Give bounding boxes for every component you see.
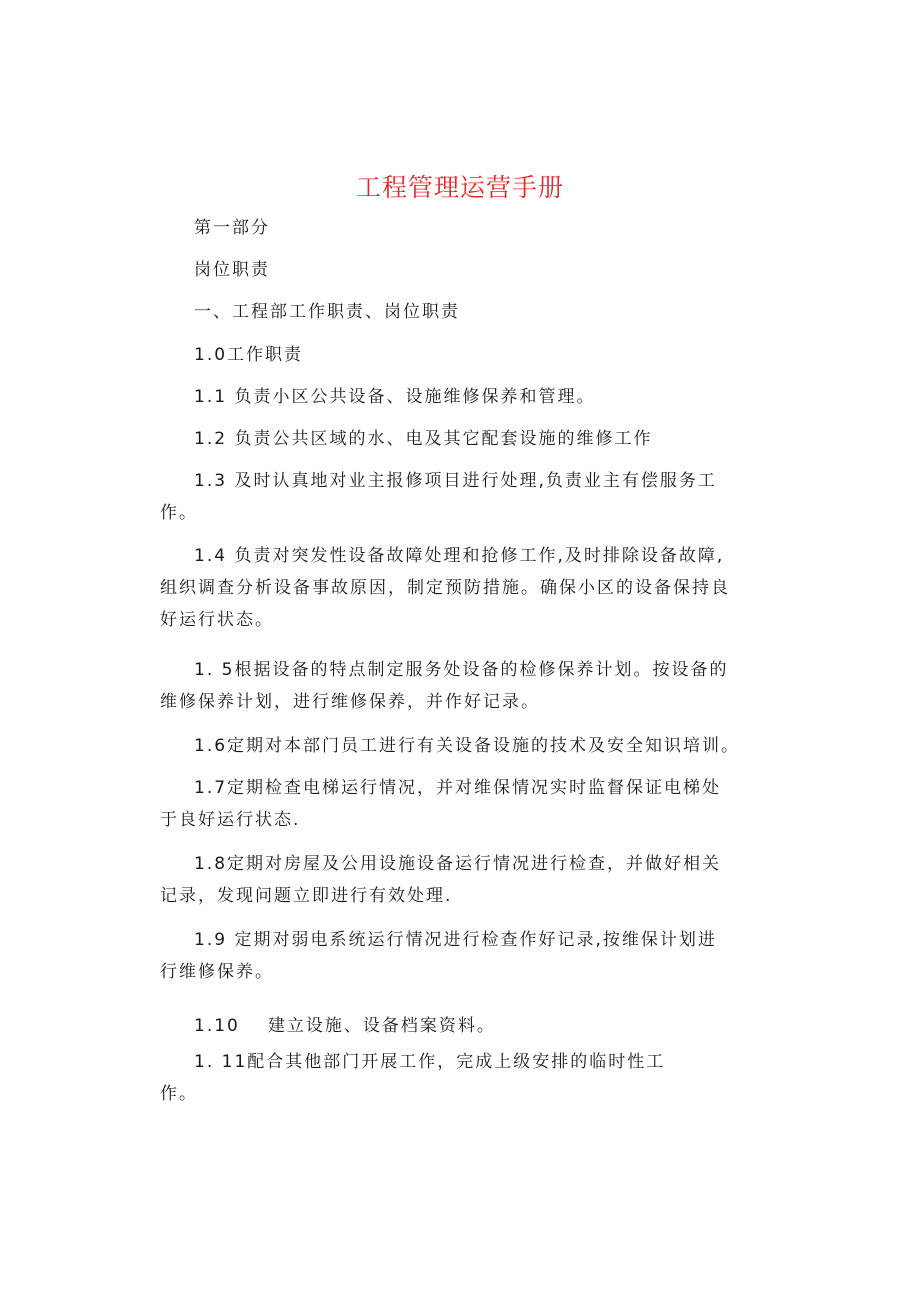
duty-item [160, 1010, 814, 1042]
duty-item-line: 好运行状态。 [160, 610, 274, 630]
duty-item-line: 维修保养计划，进行维修保养，并作好记录。 [160, 692, 540, 712]
chapter-heading: 一、工程部工作职责、岗位职责 [194, 302, 460, 322]
duty-item-line: 1.1 负责小区公共设备、设施维修保养和管理。 [194, 387, 596, 407]
duty-item-line: 组织调查分析设备事故原因，制定预防措施。确保小区的设备保持良 [160, 578, 730, 598]
duty-item-line: 作。 [160, 1084, 198, 1104]
duty-item [160, 848, 780, 912]
duty-item-line: 记录，发现问题立即进行有效处理. [160, 886, 453, 906]
duty-item-line: 1.3 及时认真地对业主报修项目进行处理,负责业主有偿服务工 [194, 471, 717, 491]
duty-item-line: 1.7定期检查电梯运行情况，并对维保情况实时监督保证电梯处 [194, 778, 722, 798]
subheading-work-duties: 1.0工作职责 [194, 345, 304, 365]
duty-item [160, 924, 780, 988]
duty-item-line: 行维修保养。 [160, 962, 274, 982]
duty-item-line: 1.2 负责公共区域的水、电及其它配套设施的维修工作 [194, 429, 653, 449]
duty-item [160, 772, 780, 836]
duty-item [160, 465, 780, 529]
duty-item-line: 1. 11配合其他部门开展工作，完成上级安排的临时性工 [194, 1052, 666, 1072]
duty-item [160, 381, 780, 413]
duty-item-line: 1. 5根据设备的特点制定服务处设备的检修保养计划。按设备的 [194, 660, 729, 680]
duty-item-line: 1.6定期对本部门员工进行有关设备设施的技术及安全知识培训。 [194, 736, 741, 756]
duty-item-line: 1.9 定期对弱电系统运行情况进行检查作好记录,按维保计划进 [194, 930, 717, 950]
duty-item-line: 1.8定期对房屋及公用设施设备运行情况进行检查，并做好相关 [194, 854, 722, 874]
duty-item-number: 1.10 [194, 1016, 240, 1036]
duty-item-line: 于良好运行状态. [160, 810, 301, 830]
duty-item [160, 540, 780, 636]
duty-item [160, 654, 780, 718]
duty-item [160, 730, 780, 762]
duty-item-line: 1.4 负责对突发性设备故障处理和抢修工作,及时排除设备故障, [194, 546, 725, 566]
section-heading: 岗位职责 [194, 260, 270, 280]
part-heading: 第一部分 [194, 218, 270, 238]
duty-item-text: 建立设施、设备档案资料。 [267, 1016, 496, 1036]
document-title: 工程管理运营手册 [355, 173, 564, 202]
duty-item [160, 423, 780, 455]
duty-item-line: 作。 [160, 503, 198, 523]
duty-item [160, 1046, 780, 1110]
